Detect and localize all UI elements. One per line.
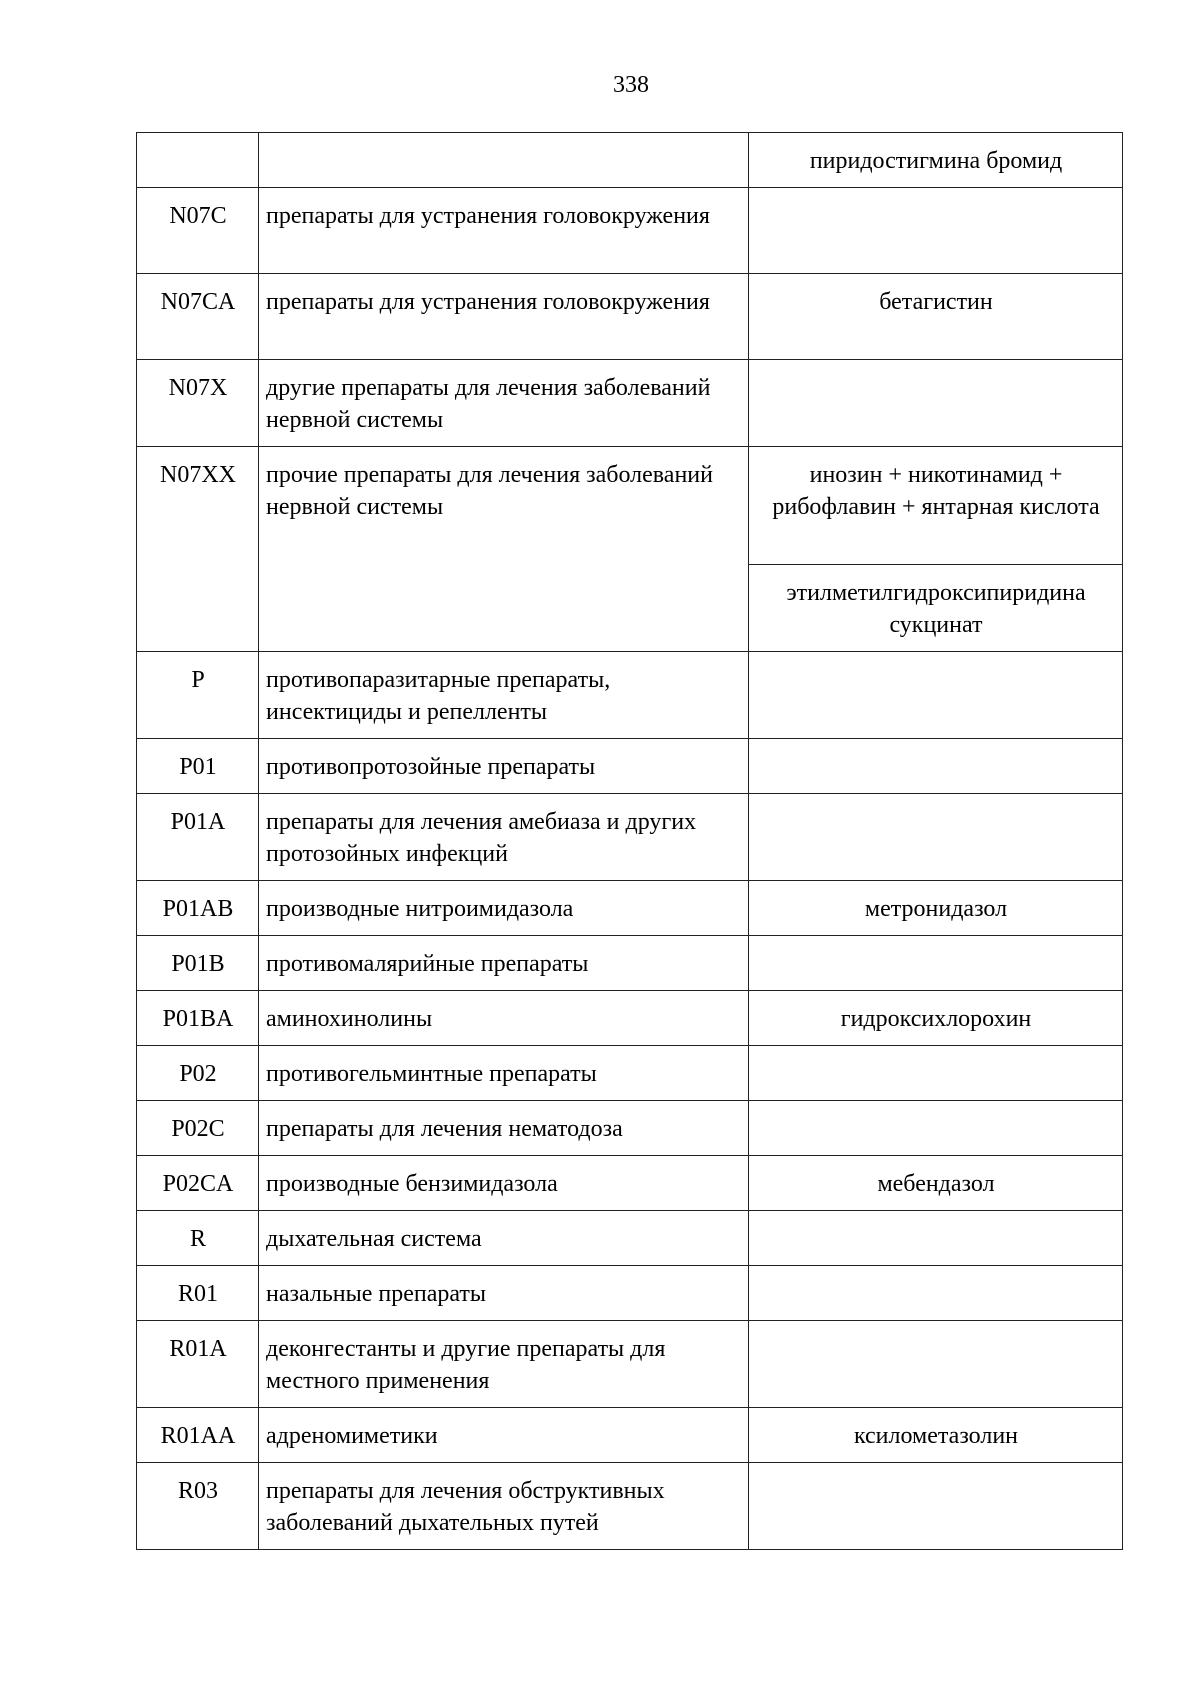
drug-name-cell [749, 1046, 1123, 1101]
drug-classification-table [136, 132, 1123, 1550]
table-row [137, 1408, 1123, 1463]
table-row [137, 188, 1123, 274]
drug-name-cell [749, 794, 1123, 881]
group-name-cell: противопротозойные препараты [259, 739, 749, 794]
group-name-cell: производные нитроимидазола [259, 881, 749, 936]
atc-code-cell: N07C [137, 188, 259, 274]
drug-name-cell: пиридостигмина бромид [749, 133, 1123, 188]
table-row [137, 1101, 1123, 1156]
table-row [137, 274, 1123, 360]
table-row [137, 936, 1123, 991]
atc-code-cell: R01 [137, 1266, 259, 1321]
group-name-cell: прочие препараты для лечения заболеваний нервной системы [259, 447, 749, 652]
table-row [137, 1211, 1123, 1266]
table-row [137, 991, 1123, 1046]
table-row [137, 652, 1123, 739]
group-name-cell: противопаразитарные препараты, инсектициды и репелленты [259, 652, 749, 739]
atc-code-cell: P01BA [137, 991, 259, 1046]
drug-name-cell [749, 1321, 1123, 1408]
drug-name-cell: ксилометазолин [749, 1408, 1123, 1463]
atc-code-cell: P01B [137, 936, 259, 991]
group-name-cell: деконгестанты и другие препараты для местного применения [259, 1321, 749, 1408]
drug-name-cell [749, 1266, 1123, 1321]
atc-code-cell: P02C [137, 1101, 259, 1156]
table-row [137, 447, 1123, 565]
drug-name-cell: бетагистин [749, 274, 1123, 360]
drug-name-cell: мебендазол [749, 1156, 1123, 1211]
drug-name-cell: инозин + никотинамид + рибофлавин + янтарная кислота [749, 447, 1123, 565]
group-name-cell: другие препараты для лечения заболеваний нервной системы [259, 360, 749, 447]
atc-code-cell: P02 [137, 1046, 259, 1101]
atc-code-cell: R01A [137, 1321, 259, 1408]
group-name-cell: препараты для лечения обструктивных заболеваний дыхательных путей [259, 1463, 749, 1550]
drug-name-cell [749, 652, 1123, 739]
page-number: 338 [613, 72, 649, 98]
group-name-cell: препараты для лечения амебиаза и других протозойных инфекций [259, 794, 749, 881]
table-row [137, 1046, 1123, 1101]
group-name-cell: аминохинолины [259, 991, 749, 1046]
atc-code-cell: P02CA [137, 1156, 259, 1211]
atc-code-cell: P01A [137, 794, 259, 881]
drug-name-cell: метронидазол [749, 881, 1123, 936]
group-name-cell: назальные препараты [259, 1266, 749, 1321]
atc-code-cell [137, 133, 259, 188]
drug-name-cell: гидроксихлорохин [749, 991, 1123, 1046]
group-name-cell: производные бензимидазола [259, 1156, 749, 1211]
drug-name-cell: этилметилгидроксипиридина сукцинат [749, 565, 1123, 652]
atc-code-cell: N07XX [137, 447, 259, 652]
drug-name-cell [749, 360, 1123, 447]
drug-name-cell [749, 1211, 1123, 1266]
atc-code-cell: R01AA [137, 1408, 259, 1463]
table-row [137, 1463, 1123, 1550]
atc-code-cell: P01AB [137, 881, 259, 936]
atc-code-cell: N07CA [137, 274, 259, 360]
group-name-cell: адреномиметики [259, 1408, 749, 1463]
table-row [137, 360, 1123, 447]
table-row [137, 1266, 1123, 1321]
atc-code-cell: P01 [137, 739, 259, 794]
group-name-cell: препараты для устранения головокружения [259, 274, 749, 360]
group-name-cell: противогельминтные препараты [259, 1046, 749, 1101]
table-row [137, 133, 1123, 188]
drug-name-cell [749, 936, 1123, 991]
atc-code-cell: R [137, 1211, 259, 1266]
group-name-cell: противомалярийные препараты [259, 936, 749, 991]
drug-name-cell [749, 1101, 1123, 1156]
group-name-cell: препараты для устранения головокружения [259, 188, 749, 274]
group-name-cell [259, 133, 749, 188]
table-row [137, 794, 1123, 881]
atc-code-cell: P [137, 652, 259, 739]
drug-name-cell [749, 739, 1123, 794]
drug-name-cell [749, 1463, 1123, 1550]
table-row [137, 1321, 1123, 1408]
table-row [137, 881, 1123, 936]
group-name-cell: препараты для лечения нематодоза [259, 1101, 749, 1156]
table-row [137, 739, 1123, 794]
atc-code-cell: R03 [137, 1463, 259, 1550]
drug-name-cell [749, 188, 1123, 274]
table-row [137, 1156, 1123, 1211]
group-name-cell: дыхательная система [259, 1211, 749, 1266]
atc-code-cell: N07X [137, 360, 259, 447]
